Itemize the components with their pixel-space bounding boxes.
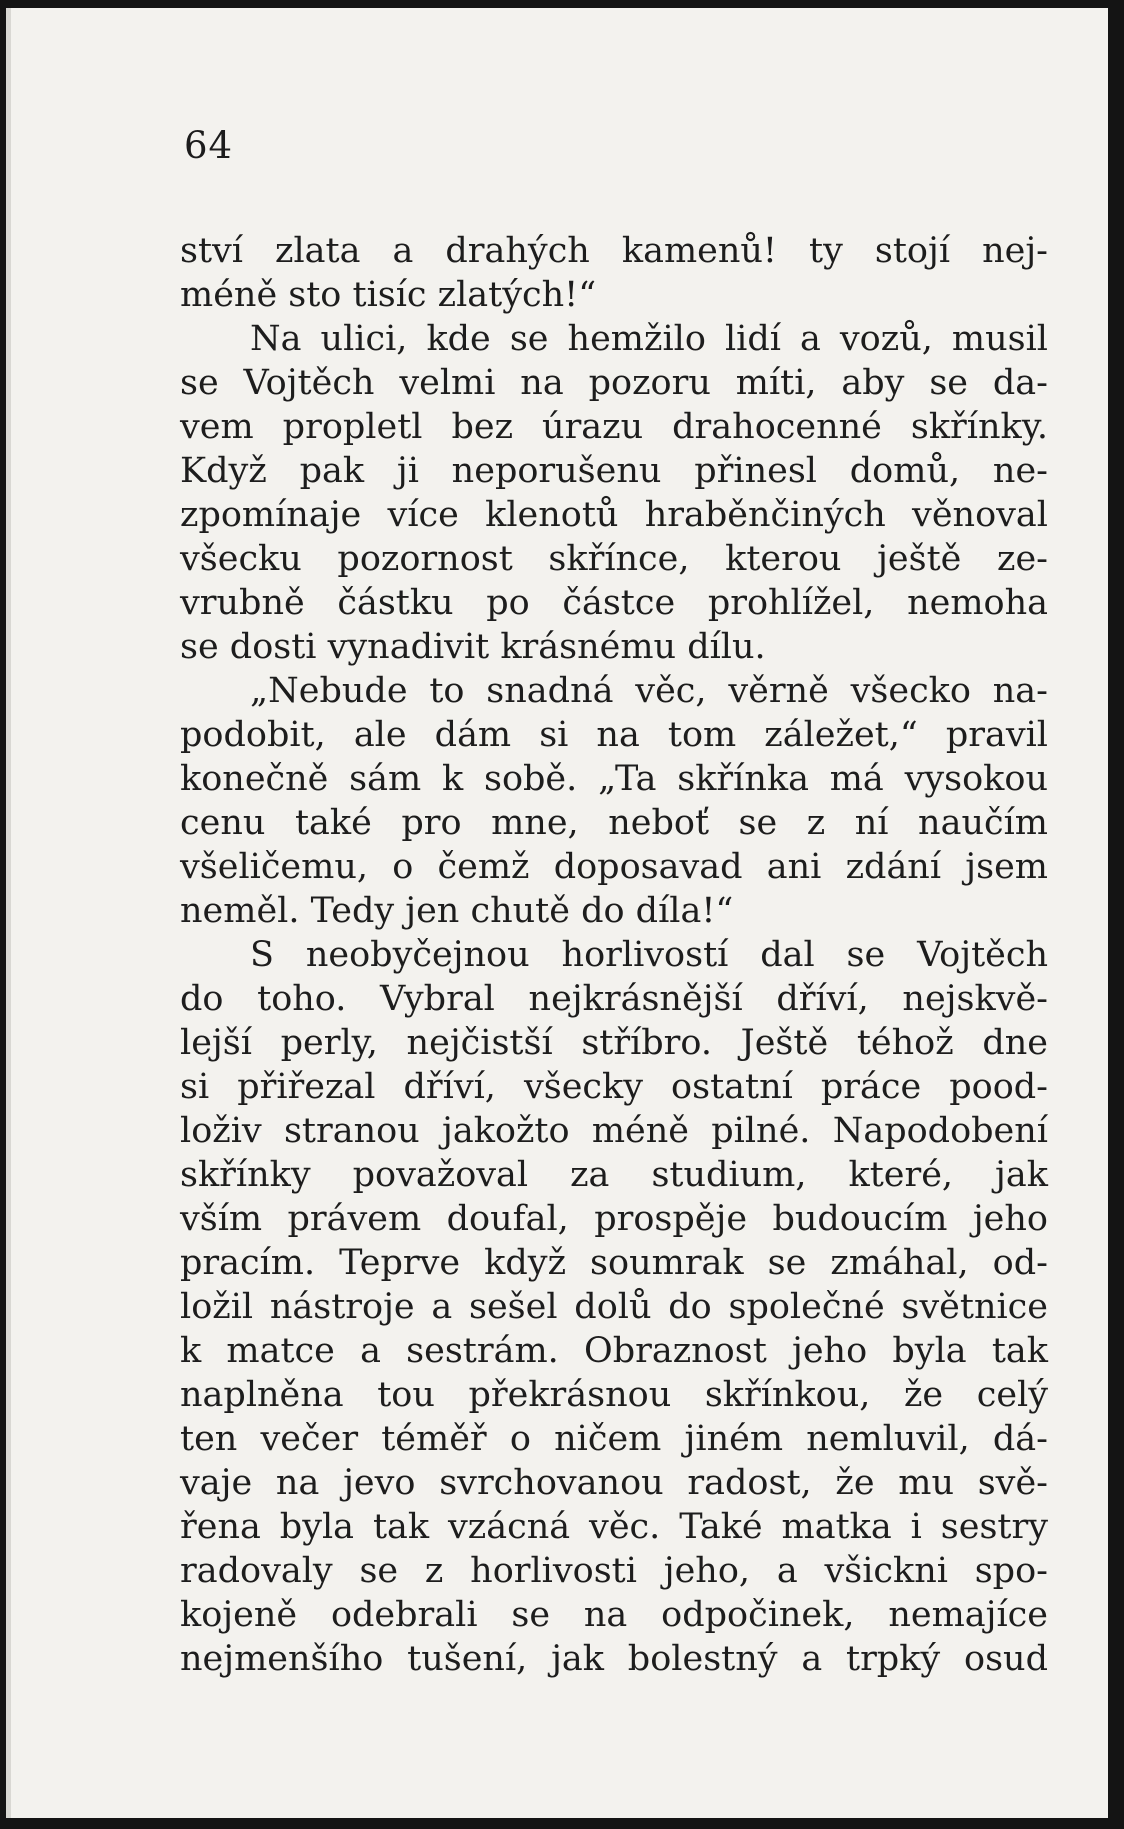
text-line: Na ulici, kde se hemžilo lidí a vozů, musil: [250, 319, 1048, 359]
text-line: všeličemu, o čemž doposavad ani zdání jsem: [180, 847, 1048, 887]
text-line: cenu také pro mne, neboť se z ní naučím: [180, 803, 1048, 843]
text-line: se Vojtěch velmi na pozoru míti, aby se da-: [180, 363, 1048, 403]
text-line: řena byla tak vzácná věc. Také matka i sestry: [180, 1507, 1048, 1547]
text-line: radovaly se z horlivosti jeho, a všickni spo-: [180, 1551, 1048, 1591]
text-line: ten večer téměř o ničem jiném nemluvil, dá-: [180, 1419, 1048, 1459]
text-line: se dosti vynadivit krásnému dílu.: [180, 627, 766, 667]
text-line: kojeně odebrali se na odpočinek, nemajíce: [180, 1595, 1048, 1635]
text-line: ložil nástroje a sešel dolů do společné světnice: [180, 1287, 1048, 1327]
text-line: podobit, ale dám si na tom záležet,“ pravil: [180, 715, 1048, 755]
text-line: neměl. Tedy jen chutě do díla!“: [180, 891, 734, 931]
text-line: loživ stranou jakožto méně pilné. Napodobení: [180, 1111, 1048, 1151]
text-line: do toho. Vybral nejkrásnější dříví, nejskvě-: [180, 979, 1048, 1019]
page-number: 64: [184, 124, 234, 167]
text-line: naplněna tou překrásnou skřínkou, že celý: [180, 1375, 1048, 1415]
text-line: Když pak ji neporušenu přinesl domů, ne-: [180, 451, 1048, 491]
text-line: k matce a sestrám. Obraznost jeho byla tak: [180, 1331, 1048, 1371]
body-text: [180, 229, 1048, 1681]
text-line: zpomínaje více klenotů hraběnčiných věnoval: [180, 495, 1048, 535]
text-line: vaje na jevo svrchovanou radost, že mu svě-: [180, 1463, 1048, 1503]
text-line: pracím. Teprve když soumrak se zmáhal, od-: [180, 1243, 1048, 1283]
text-line: nejmenšího tušení, jak bolestný a trpký osud: [180, 1639, 1048, 1679]
text-line: S neobyčejnou horlivostí dal se Vojtěch: [250, 935, 1048, 975]
text-line: skřínky považoval za studium, které, jak: [180, 1155, 1048, 1195]
book-page: [6, 8, 1108, 1818]
text-line: „Nebude to snadná věc, věrně všecko na-: [250, 671, 1048, 711]
text-line: si přiřezal dříví, všecky ostatní práce pood-: [180, 1067, 1048, 1107]
text-line: konečně sám k sobě. „Ta skřínka má vysokou: [180, 759, 1048, 799]
text-line: vrubně částku po částce prohlížel, nemoha: [180, 583, 1048, 623]
text-line: ství zlata a drahých kamenů! ty stojí nej-: [180, 231, 1048, 271]
text-line: vem propletl bez úrazu drahocenné skřínky.: [180, 407, 1048, 447]
text-line: všecku pozornost skřínce, kterou ještě ze-: [180, 539, 1048, 579]
text-line: méně sto tisíc zlatých!“: [180, 275, 597, 315]
text-line: vším právem doufal, prospěje budoucím jeho: [180, 1199, 1048, 1239]
text-line: lejší perly, nejčistší stříbro. Ještě téhož dne: [180, 1023, 1048, 1063]
